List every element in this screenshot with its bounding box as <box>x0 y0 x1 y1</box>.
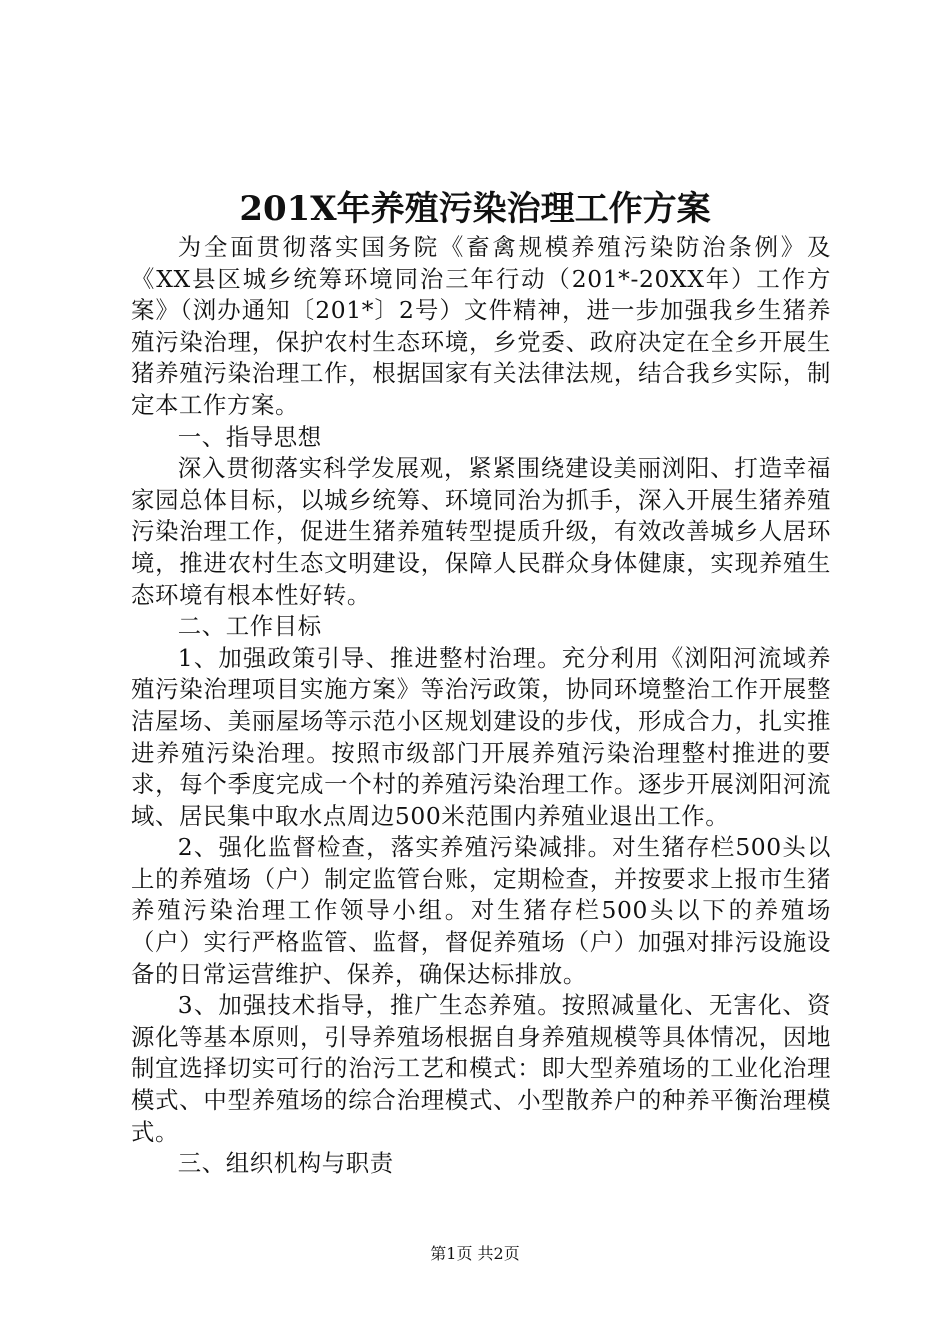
section-heading-guiding-thought: 一、指导思想 <box>177 422 322 451</box>
page-footer: 第1页 共2页 <box>430 1244 520 1263</box>
goal-item-2: 2、强化监督检查，落实养殖污染减排。对生猪存栏500头以上的养殖场（户）制定监管台账，定期检查，并按要求上报市生猪养殖污染治理工作领导小组。对生猪存栏500头以下的养殖场（户）实行严格监管、监督，督促养殖场（户）加强对排污设施设备的日常运营维护、保养，确保达标排放。 <box>131 833 831 988</box>
goal-item-3: 3、加强技术指导，推广生态养殖。按照减量化、无害化、资源化等基本原则，引导养殖场根据自身养殖规模等具体情况，因地制宜选择切实可行的治污工艺和模式：即大型养殖场的工业化治理模式、中型养殖场的综合治理模式、小型散养户的种养平衡治理模式。 <box>131 991 831 1146</box>
guiding-thought-paragraph: 深入贯彻落实科学发展观，紧紧围绕建设美丽浏阳、打造幸福家园总体目标，以城乡统筹、环境同治为抓手，深入开展生猪养殖污染治理工作，促进生猪养殖转型提质升级，有效改善城乡人居环境，推进农村生态文明建设，保障人民群众身体健康，实现养殖生态环境有根本性好转。 <box>131 454 831 609</box>
section-heading-work-goals: 二、工作目标 <box>177 612 322 641</box>
section-heading-organization: 三、组织机构与职责 <box>177 1149 394 1178</box>
goal-item-1: 1、加强政策引导、推进整村治理。充分利用《浏阳河流域养殖污染治理项目实施方案》等治污政策，协同环境整治工作开展整洁屋场、美丽屋场等示范小区规划建设的步伐，形成合力，扎实推进养殖污染治理。按照市级部门开展养殖污染治理整村推进的要求，每个季度完成一个村的养殖污染治理工作。逐步开展浏阳河流域、居民集中取水点周边500米范围内养殖业退出工作。 <box>131 643 831 830</box>
intro-paragraph: 为全面贯彻落实国务院《畜禽规模养殖污染防治条例》及《XX县区城乡统筹环境同治三年行动（201*-20XX年）工作方案》（浏办通知〔201*〕2号）文件精神，进一步加强我乡生猪养殖污染治理，保护农村生态环境，乡党委、政府决定在全乡开展生猪养殖污染治理工作，根据国家有关法律法规，结合我乡实际，制定本工作方案。 <box>131 233 831 419</box>
document-title: 201X年养殖污染治理工作方案 <box>239 189 711 229</box>
document-body <box>131 232 831 1180</box>
